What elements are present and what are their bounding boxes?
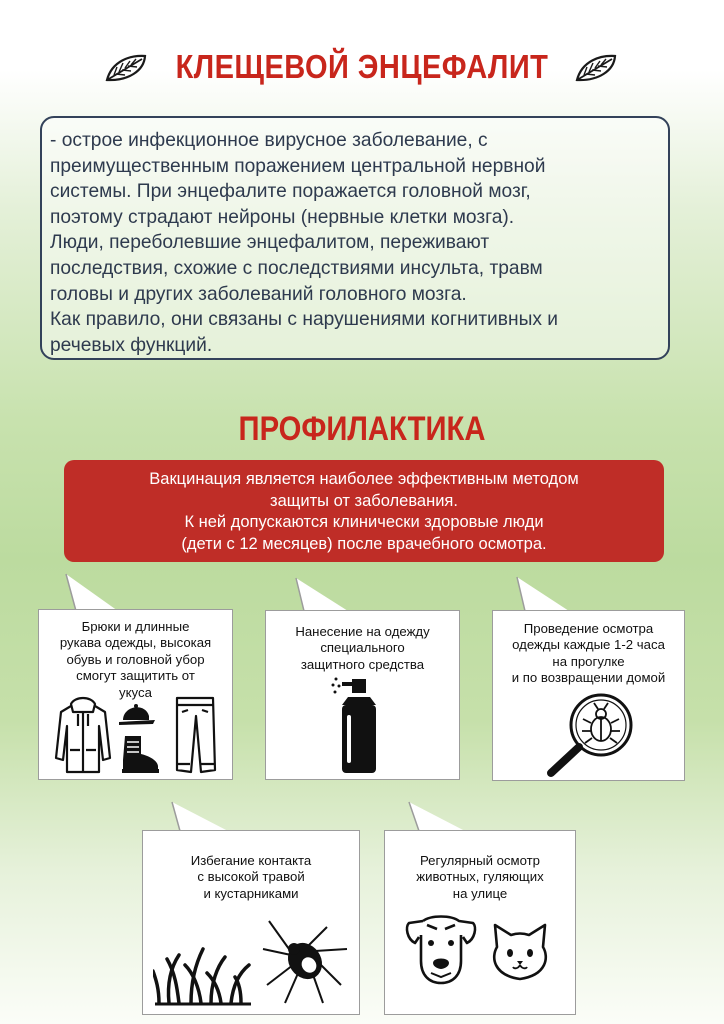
prevention-title: ПРОФИЛАКТИКА bbox=[238, 410, 486, 448]
card-text-line: рукава одежды, высокая bbox=[59, 635, 212, 651]
card-text-line: животных, гуляющих bbox=[416, 869, 544, 885]
trousers-icon bbox=[171, 694, 219, 778]
card-text-line: Регулярный осмотр bbox=[419, 853, 541, 868]
card-text-line: Брюки и длинные bbox=[81, 619, 190, 634]
card-text-line: обувь и головной убор bbox=[66, 651, 205, 667]
card-text-line: и по возвращении домой bbox=[511, 670, 666, 686]
card-text-line: смогут защитить от bbox=[76, 668, 195, 684]
card-text-line: Проведение осмотра bbox=[523, 621, 654, 636]
definition-line: преимущественным поражением центральной нервной bbox=[50, 155, 546, 177]
definition-line: Люди, переболевшие энцефалитом, переживают bbox=[50, 232, 490, 254]
card-animals bbox=[384, 830, 576, 1015]
definition-line: головы и других заболеваний головного мозга. bbox=[50, 283, 467, 305]
card-text-line: специального bbox=[320, 640, 405, 656]
cap-icon bbox=[117, 700, 157, 728]
page-title: КЛЕЩЕВОЙ ЭНЦЕФАЛИТ bbox=[175, 48, 549, 85]
speech-tail bbox=[405, 800, 469, 834]
card-text-line: Нанесение на одежду bbox=[295, 624, 430, 639]
definition-line: речевых функций. bbox=[50, 334, 213, 356]
tick-icon bbox=[259, 915, 351, 1007]
vaccination-line: Вакцинация является наиболее эффективным методом bbox=[149, 470, 579, 488]
card-text-line: одежды каждые 1-2 часа bbox=[512, 637, 665, 653]
vaccination-line: (дети с 12 месяцев) после врачебного осмотра. bbox=[181, 534, 547, 553]
hoodie-icon bbox=[53, 696, 113, 776]
card-text-line: на прогулке bbox=[552, 653, 625, 669]
grass-icon bbox=[153, 943, 253, 1007]
card-inspection bbox=[492, 610, 685, 781]
speech-tail bbox=[513, 575, 573, 613]
cat-icon bbox=[489, 921, 551, 983]
definition-line: Как правило, они связаны с нарушениями когнитивных и bbox=[50, 309, 559, 331]
card-text-line: защитного средства bbox=[300, 656, 425, 672]
card-text-line: и кустарниками bbox=[203, 885, 299, 901]
spray-can-icon bbox=[330, 675, 394, 775]
definition-line: - острое инфекционное вирусное заболевание, с bbox=[50, 130, 488, 151]
boot-icon bbox=[119, 734, 161, 774]
card-repellent bbox=[265, 610, 460, 780]
vaccination-line: защиты от заболевания. bbox=[270, 491, 458, 510]
card-grass bbox=[142, 830, 360, 1015]
definition-box bbox=[40, 116, 670, 360]
vaccination-line: К ней допускаются клинически здоровые люди bbox=[184, 513, 544, 531]
vaccination-box bbox=[64, 460, 664, 562]
card-text-line: укуса bbox=[119, 684, 152, 700]
definition-line: системы. При энцефалите поражается головной мозг, bbox=[50, 181, 531, 203]
card-clothing bbox=[38, 609, 233, 780]
speech-tail bbox=[168, 800, 232, 834]
magnifier-bug-icon bbox=[539, 691, 639, 777]
definition-line: последствия, схожие с последствиями инсульта, травм bbox=[50, 257, 543, 279]
dog-icon bbox=[403, 913, 479, 987]
card-text-line: на улице bbox=[452, 885, 508, 901]
card-text-line: с высокой травой bbox=[197, 869, 305, 885]
leaf-right-icon bbox=[574, 53, 618, 83]
card-text-line: Избегание контакта bbox=[190, 853, 312, 868]
speech-tail bbox=[62, 572, 122, 614]
speech-tail bbox=[292, 576, 352, 614]
definition-line: поэтому страдают нейроны (нервные клетки мозга). bbox=[50, 206, 515, 228]
